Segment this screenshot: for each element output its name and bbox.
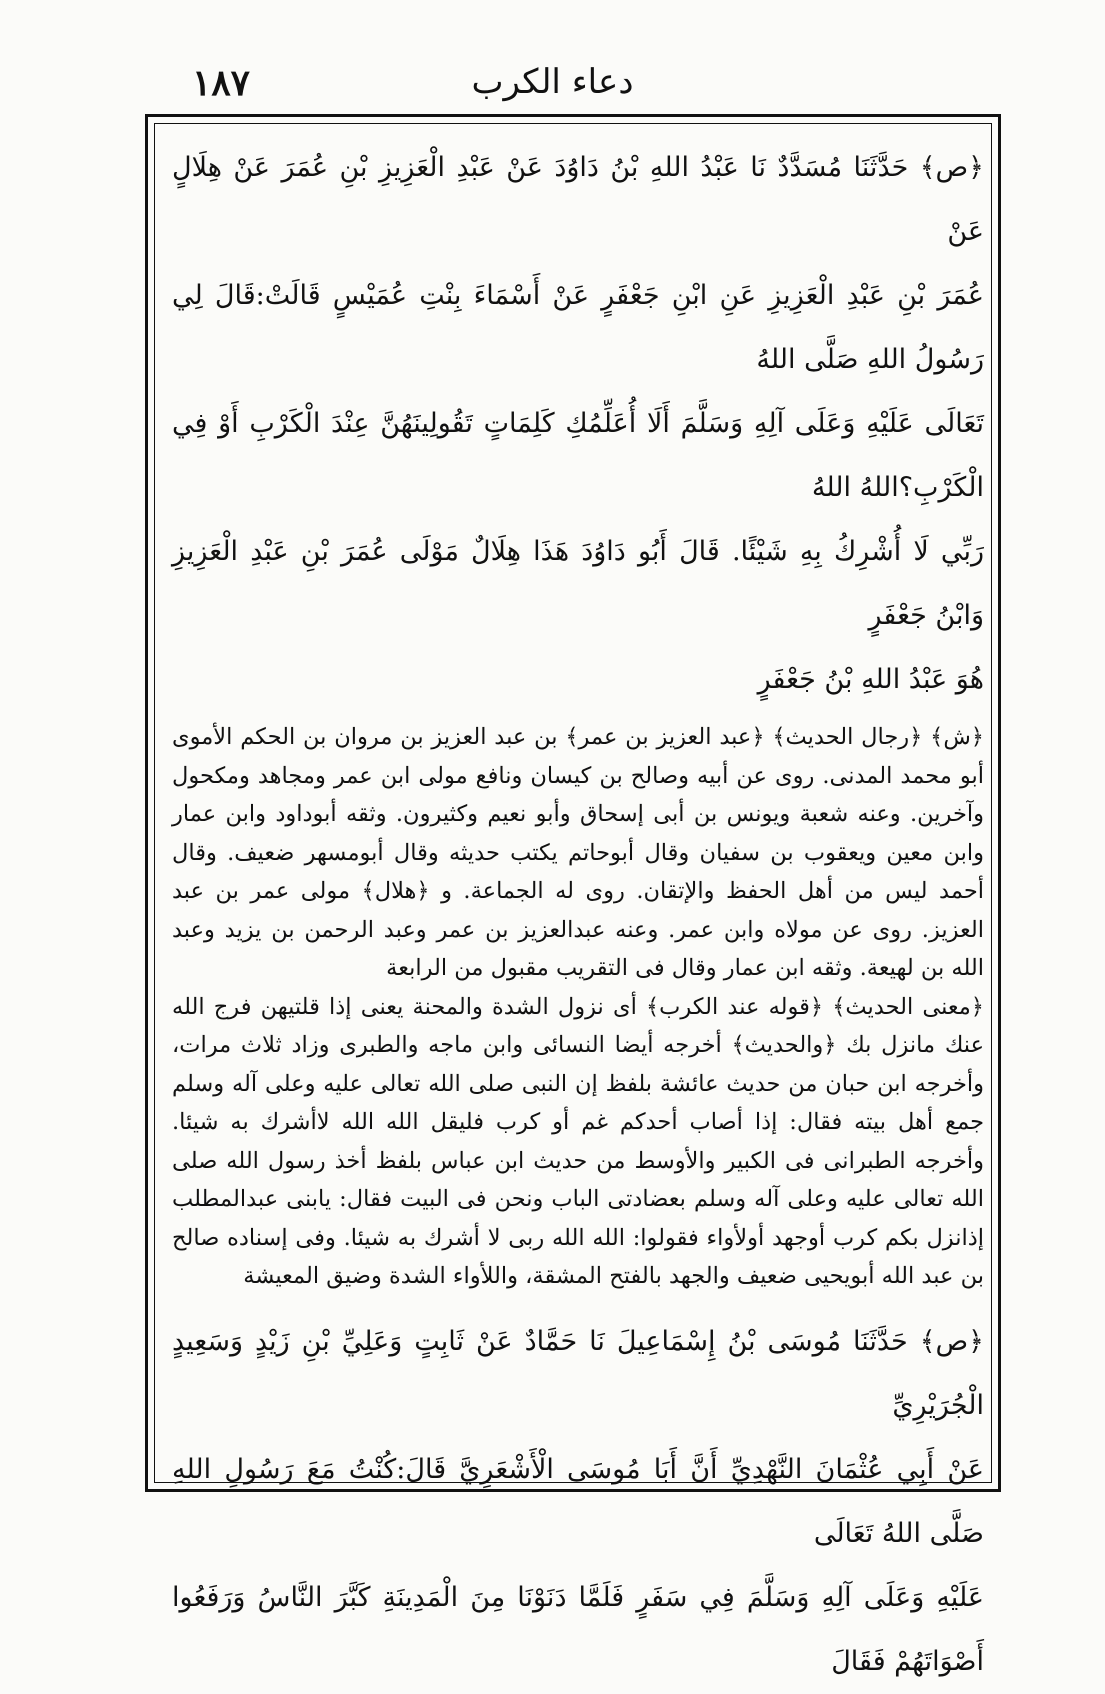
- commentary-paragraph-narrators: ﴿ش﴾ ﴿رجال الحديث﴾ ﴿عبد العزيز بن عمر﴾ بن عبد العزيز بن مروان بن الحكم الأموى أبو محمد المدنى. روى عن أبيه وصالح بن كيسان ونافع مولى ابن عمر ومجاهد ومكحول وآخرين. وعنه شعبة ويونس بن أبى إسحاق وأبو نعيم وكثيرون. وثقه أبوداود وابن عمار وابن معين ويعقوب بن سفيان وقال أبوحاتم يكتب حديثه وقال أبومسهر ضعيف. وقال أحمد ليس من أهل الحفظ والإتقان. روى له الجماعة. و ﴿هلال﴾ مولى عمر بن عبد العزيز. روى عن مولاه وابن عمر. وعنه عبدالعزيز بن عمر وعبد الرحمن بن يزيد وعبد الله بن لهيعة. وثقه ابن عمار وقال فى التقريب مقبول من الرابعة: [172, 724, 984, 981]
- commentary-paragraph-meaning: ﴿معنى الحديث﴾ ﴿قوله عند الكرب﴾ أى نزول الشدة والمحنة يعنى إذا قلتيهن فرج الله عنك مانزل بك ﴿والحديث﴾ أخرجه أيضا النسائى وابن ماجه والطبرى وزاد ثلاث مرات، وأخرجه ابن حبان من حديث عائشة بلفظ إن النبى صلى الله تعالى عليه وعلى آله وسلم جمع أهل بيته فقال: إذا أصاب أحدكم غم أو كرب فليقل الله الله لاأشرك به شيئا. وأخرجه الطبرانى فى الكبير والأوسط من حديث ابن عباس بلفظ أخذ رسول الله صلى الله تعالى عليه وعلى آله وسلم بعضادتى الباب ونحن فى البيت فقال: يابنى عبدالمطلب إذانزل بكم كرب أوجهد أولأواء فقولوا: الله الله ربى لا أشرك به شيئا. وفى إسناده صالح بن عبد الله أبويحيى ضعيف والجهد بالفتح المشقة، واللأواء الشدة وضيق المعيشة: [172, 993, 984, 1289]
- page-header: [0, 62, 1105, 112]
- hadith-line: ﴿ص﴾ حَدَّثَنَا مُسَدَّدٌ نَا عَبْدُ اللهِ بْنُ دَاوُدَ عَنْ عَبْدِ الْعَزِيزِ بْنِ عُمَرَ عَنْ هِلَالٍ عَنْ: [172, 152, 984, 247]
- hadith-2: [172, 1310, 984, 1694]
- hadith-line: عَلَيْهِ وَعَلَى آلِهِ وَسَلَّمَ فِي سَفَرٍ فَلَمَّا دَنَوْنَا مِنَ الْمَدِينَةِ كَبَّرَ النَّاسُ وَرَفَعُوا أَصْوَاتَهُمْ فَقَالَ: [172, 1581, 984, 1677]
- hadith-line: هُوَ عَبْدُ اللهِ بْنُ جَعْفَرٍ: [757, 664, 984, 695]
- hadith-line: ﴿ص﴾ حَدَّثَنَا مُوسَى بْنُ إِسْمَاعِيلَ نَا حَمَّادٌ عَنْ ثَابِتٍ وَعَلِيِّ بْنِ زَيْدٍ وَسَعِيدٍ الْجُرَيْرِيِّ: [172, 1325, 984, 1421]
- page-body: [172, 128, 984, 1677]
- hadith-line: عَنْ أَبِي عُثْمَانَ النَّهْدِيِّ أَنَّ أَبَا مُوسَى الْأَشْعَرِيَّ قَالَ:كُنْتُ مَعَ رَسُولِ اللهِ صَلَّى اللهُ تَعَالَى: [172, 1453, 984, 1549]
- hadith-line: رَبِّي لَا أُشْرِكُ بِهِ شَيْئًا. قَالَ أَبُو دَاوُدَ هَذَا هِلَالٌ مَوْلَى عُمَرَ بْنِ عَبْدِ الْعَزِيزِ وَابْنُ جَعْفَرٍ: [172, 536, 984, 631]
- running-title: دعاء الكرب: [471, 62, 634, 102]
- hadith-line: تَعَالَى عَلَيْهِ وَعَلَى آلِهِ وَسَلَّمَ أَلَا أُعَلِّمُكِ كَلِمَاتٍ تَقُولِينَهُنَّ عِنْدَ الْكَرْبِ أَوْ فِي الْكَرْبِ؟اللهُ اللهُ: [172, 408, 984, 503]
- hadith-1: [172, 136, 984, 712]
- commentary-1: [172, 718, 984, 1296]
- page-number: ١٨٧: [192, 62, 251, 104]
- section-gap: [172, 1296, 984, 1310]
- hadith-line: عُمَرَ بْنِ عَبْدِ الْعَزِيزِ عَنِ ابْنِ جَعْفَرٍ عَنْ أَسْمَاءَ بِنْتِ عُمَيْسٍ قَالَتْ:قَالَ لِي رَسُولُ اللهِ صَلَّى اللهُ: [172, 280, 984, 375]
